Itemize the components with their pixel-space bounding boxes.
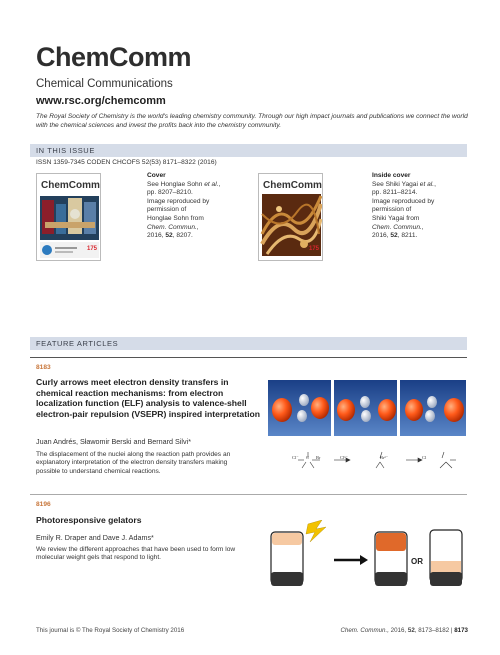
inside-cover-heading: Inside cover [372, 172, 411, 179]
cover-thumb-title: ChemComm [41, 180, 100, 191]
footer-copyright: This journal is © The Royal Society of Chemistry 2016 [36, 627, 185, 634]
journal-subtitle: Chemical Communications [36, 78, 173, 90]
article-summary: We review the different approaches that have been used to form low molecular weight gels that respond to light. [36, 546, 236, 562]
inside-anniversary-badge: 175 [308, 246, 319, 252]
article-divider [30, 357, 467, 358]
article-authors: Emily R. Draper and Dave J. Adams* [36, 533, 154, 542]
cover-pages-link[interactable]: pp. 8207–8210. [147, 189, 193, 197]
cover-see-line: See Honglae Sohn et al., [147, 180, 221, 188]
cover-caption: Cover See Honglae Sohn et al., pp. 8207–8210. Image reproduced by permission of Honglae Sohn from Chem. Commun., 2016, 52, 8207. [147, 172, 237, 241]
anniversary-badge: 175 [86, 246, 97, 252]
footer-citation: Chem. Commun., 2016, 52, 8173–8182 | 8173 [340, 627, 468, 634]
article-title-link[interactable]: Photoresponsive gelators [36, 515, 142, 525]
inside-cover-thumb-title: ChemComm [263, 180, 322, 191]
article-page-number: 8183 [36, 364, 51, 371]
inside-cover-pages-link[interactable]: pp. 8211–8214. [372, 189, 418, 197]
in-this-issue-bar [30, 144, 467, 157]
article-title-link[interactable]: Curly arrows meet electron density transfers in chemical reaction mechanisms: from electron localization function (ELF) analysis to valence-shell electron-pair repulsion (VSEPR) inspired interpretation [36, 377, 260, 419]
society-description: The Royal Society of Chemistry is the world's leading chemistry community. Through our high impact journals and publications we connect the world with the chemical sciences and invest the profits back into the chemistry community. [36, 113, 468, 129]
reaction-scheme: Cl⁻ C Br Clᵟ⁻ Brᵟ⁻ Cl [292, 455, 427, 460]
journal-url-link[interactable]: www.rsc.org/chemcomm [36, 95, 166, 107]
cover-heading: Cover [147, 172, 166, 179]
gel-vials-graphic-icon [268, 520, 468, 600]
elf-reaction-graphic-icon [268, 378, 468, 488]
journal-brand: ChemComm [36, 42, 192, 72]
issn-line: ISSN 1359-7345 CODEN CHCOFS 52(53) 8171–8322 (2016) [36, 159, 217, 166]
inside-cover-see-line: See Shiki Yagai et al., [372, 180, 436, 188]
article-divider [30, 494, 467, 495]
cover-thumbnail[interactable] [36, 173, 101, 261]
footer-page-number: 8173 [454, 627, 468, 634]
inside-cover-caption: Inside cover See Shiki Yagai et al., pp. 8211–8214. Image reproduced by permission of Shiki Yagai from Chem. Commun., 2016, 52, 8211. [372, 172, 467, 241]
article-page-number: 8196 [36, 501, 51, 508]
feature-articles-bar [30, 337, 467, 350]
or-label: OR [411, 557, 423, 566]
inside-cover-thumbnail[interactable] [258, 173, 323, 261]
section-label: IN THIS ISSUE [36, 146, 95, 155]
section-label: FEATURE ARTICLES [36, 339, 119, 348]
article-authors: Juan Andrés, Sławomir Berski and Bernard Silvi* [36, 437, 192, 446]
article-summary: The displacement of the nuclei along the reaction path provides an explanatory interpretation of the electron density transfers making possible to understand chemical reactions. [36, 451, 231, 475]
